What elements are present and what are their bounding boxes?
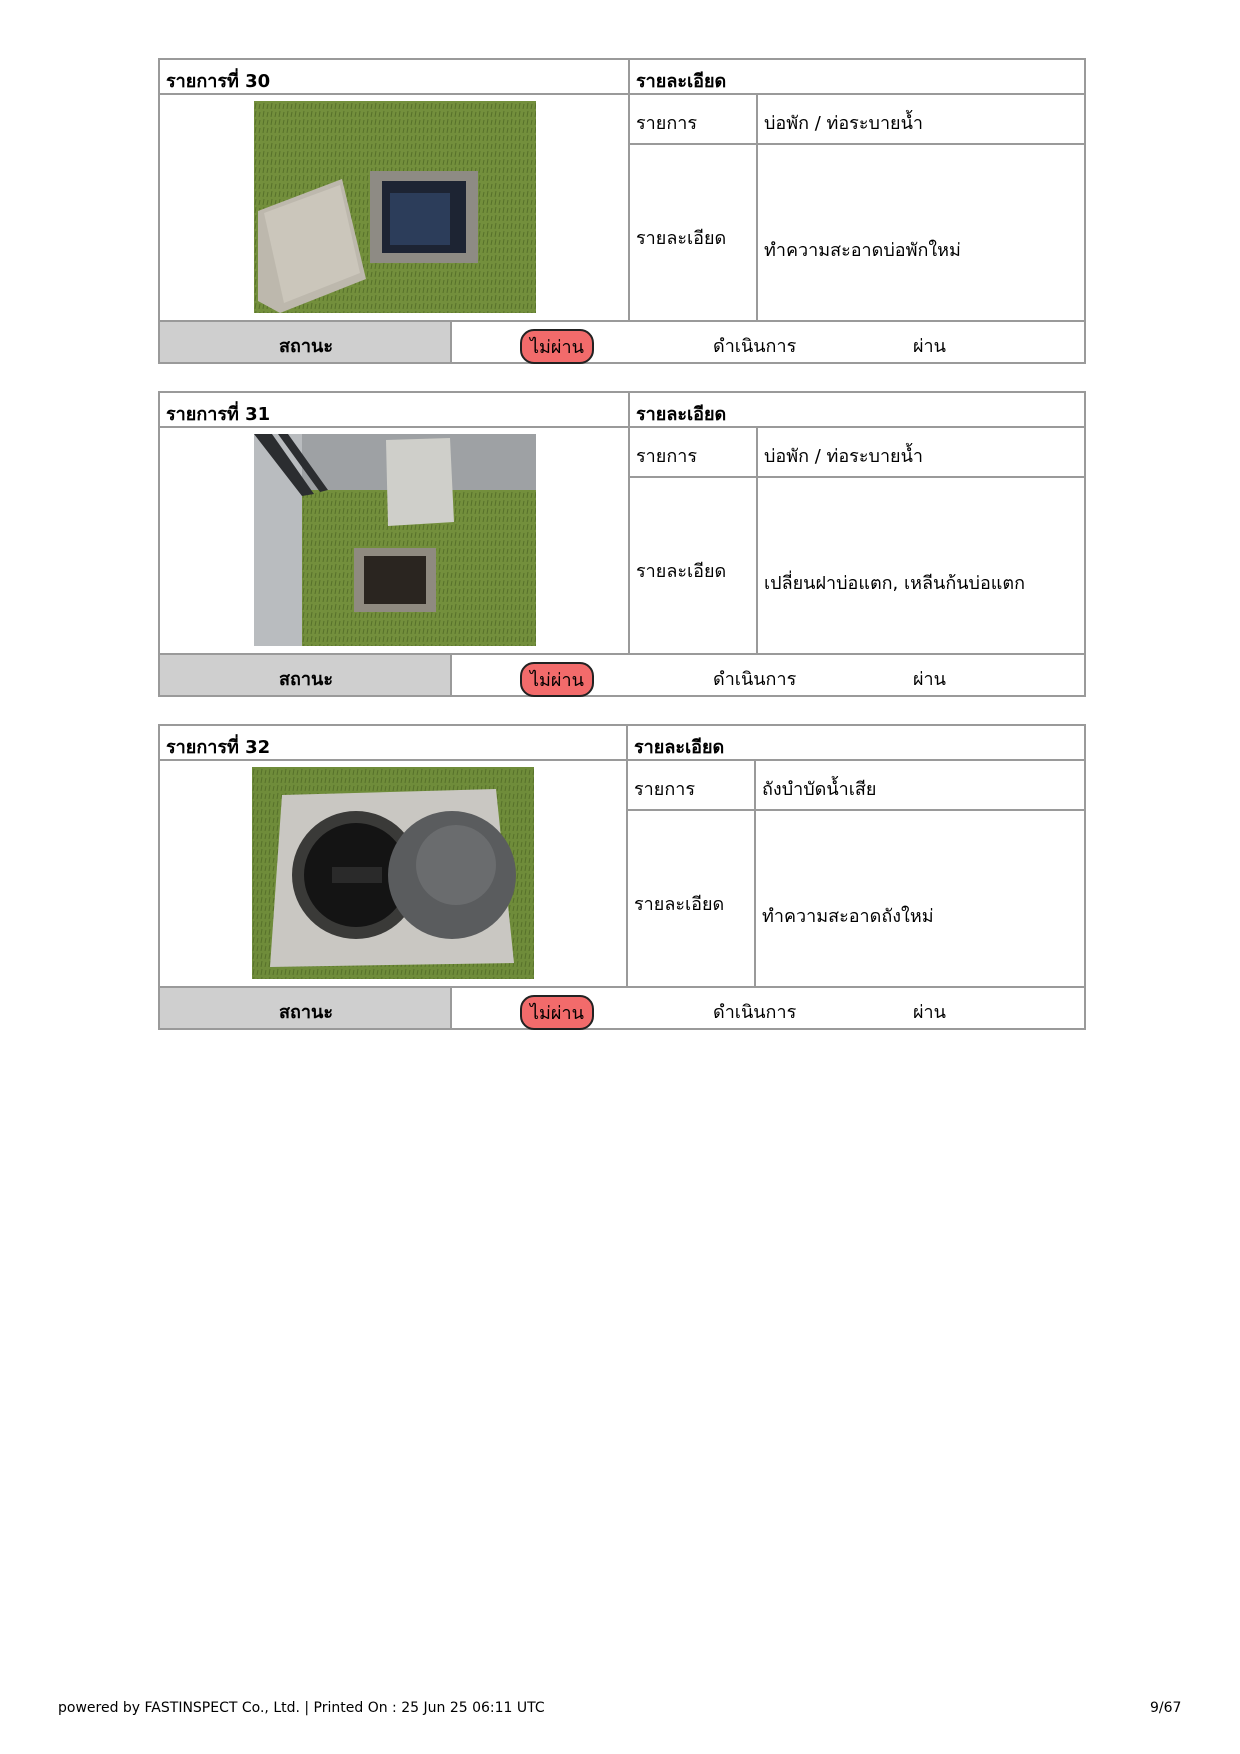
item-number-label: รายการที่ 31: [166, 404, 271, 425]
detail-label-cell: [628, 811, 756, 986]
detail-header-cell: [630, 393, 1084, 428]
status-option-pass[interactable]: ผ่าน: [913, 1002, 946, 1023]
detail-value: ทำความสะอาดถังใหม่: [762, 906, 934, 927]
item-label-cell: [628, 761, 756, 811]
item-number-cell: [160, 393, 630, 428]
detail-header-cell: [630, 60, 1084, 95]
status-row: [160, 320, 1084, 362]
status-label: สถานะ: [279, 1002, 333, 1023]
item-label: รายการ: [634, 779, 695, 800]
septic-tank-photo: [252, 767, 534, 979]
item-value: บ่อพัก / ท่อระบายน้ำ: [764, 113, 924, 134]
inspection-photo[interactable]: [254, 101, 536, 313]
item-number-cell: [160, 60, 630, 95]
inspection-photo[interactable]: [252, 767, 534, 979]
status-option-in-progress[interactable]: ดำเนินการ: [713, 669, 797, 690]
detail-label: รายละเอียด: [636, 561, 727, 582]
status-option-in-progress[interactable]: ดำเนินการ: [713, 1002, 797, 1023]
status-option-fail-selected[interactable]: ไม่ผ่าน: [520, 329, 594, 364]
item-value-cell: [756, 761, 1084, 811]
detail-label-cell: [630, 145, 758, 320]
item-number-label: รายการที่ 30: [166, 71, 271, 92]
item-label-cell: [630, 95, 758, 145]
detail-value-cell: [758, 478, 1084, 653]
item-value: ถังบำบัดน้ำเสีย: [762, 779, 877, 800]
status-option-pass[interactable]: ผ่าน: [913, 336, 946, 357]
detail-value-cell: [756, 811, 1084, 986]
detail-label: รายละเอียด: [636, 228, 727, 249]
item-number-cell: [160, 726, 628, 761]
status-label-cell: [160, 322, 452, 362]
status-row: [160, 986, 1084, 1028]
item-value-cell: [758, 428, 1084, 478]
status-label: สถานะ: [279, 336, 333, 357]
detail-label: รายละเอียด: [634, 894, 725, 915]
status-option-fail-selected[interactable]: ไม่ผ่าน: [520, 995, 594, 1030]
item-label: รายการ: [636, 113, 697, 134]
detail-header: รายละเอียด: [636, 404, 727, 425]
status-option-fail-selected[interactable]: ไม่ผ่าน: [520, 662, 594, 697]
item-value: บ่อพัก / ท่อระบายน้ำ: [764, 446, 924, 467]
status-label-cell: [160, 655, 452, 695]
status-option-in-progress[interactable]: ดำเนินการ: [713, 336, 797, 357]
inspection-item-card: [158, 724, 1086, 1030]
inspection-item-card: [158, 391, 1086, 697]
detail-header: รายละเอียด: [636, 71, 727, 92]
item-label-cell: [630, 428, 758, 478]
status-row: [160, 653, 1084, 695]
drain-pit-photo: [254, 434, 536, 646]
detail-value: เปลี่ยนฝาบ่อแตก, เหลีนก้นบ่อแตก: [764, 573, 1025, 594]
status-label-cell: [160, 988, 452, 1028]
footer-powered-by: powered by FASTINSPECT Co., Ltd. | Printed On : 25 Jun 25 06:11 UTC: [58, 1700, 545, 1716]
item-number-label: รายการที่ 32: [166, 737, 271, 758]
detail-label-cell: [630, 478, 758, 653]
photo-cell: [160, 761, 628, 986]
drain-pit-photo: [254, 101, 536, 313]
detail-header: รายละเอียด: [634, 737, 725, 758]
detail-value-cell: [758, 145, 1084, 320]
footer-page-number: 9/67: [1150, 1700, 1182, 1716]
detail-header-cell: [628, 726, 1084, 761]
status-label: สถานะ: [279, 669, 333, 690]
item-value-cell: [758, 95, 1084, 145]
inspection-item-card: [158, 58, 1086, 364]
item-label: รายการ: [636, 446, 697, 467]
photo-cell: [160, 428, 630, 653]
photo-cell: [160, 95, 630, 320]
detail-value: ทำความสะอาดบ่อพักใหม่: [764, 240, 961, 261]
inspection-photo[interactable]: [254, 434, 536, 646]
status-option-pass[interactable]: ผ่าน: [913, 669, 946, 690]
